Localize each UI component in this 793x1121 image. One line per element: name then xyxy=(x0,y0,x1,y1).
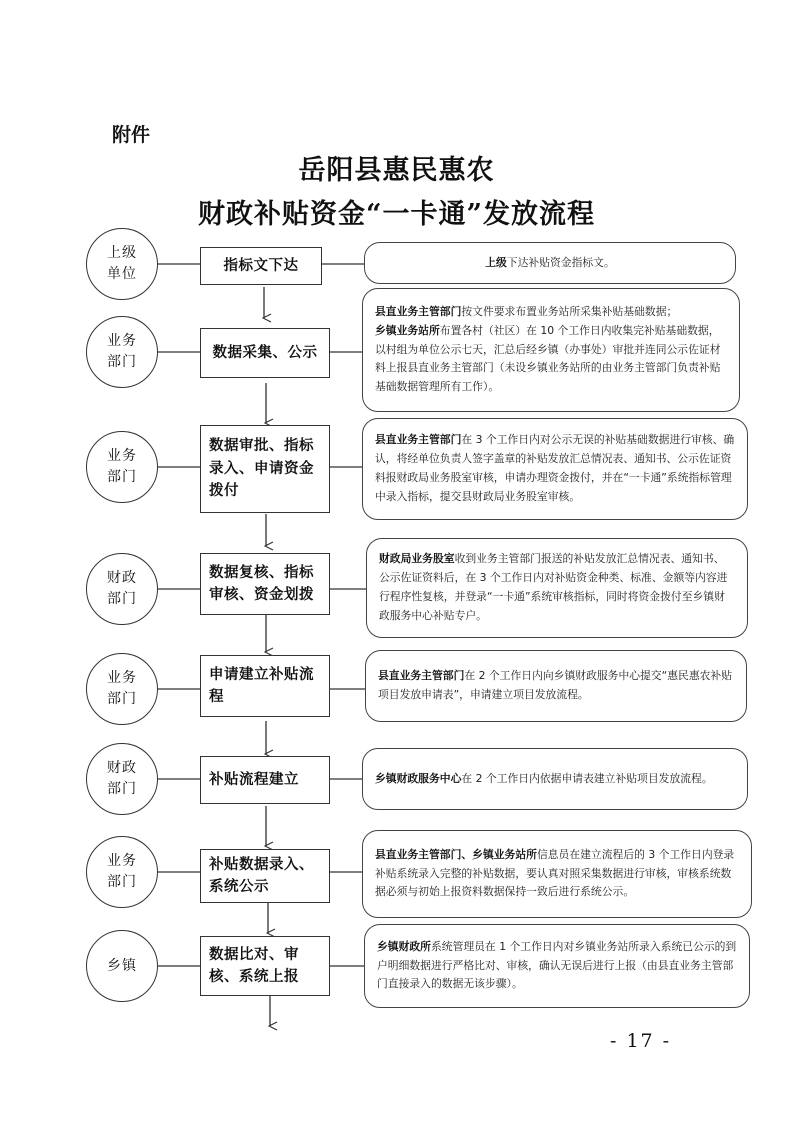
unit-circle-superior: 上级 单位 xyxy=(86,228,158,300)
desc-lead: 乡镇业务站所 xyxy=(375,323,440,337)
desc-lead: 县直业务主管部门 xyxy=(375,433,462,447)
desc-box-data-review xyxy=(366,538,748,638)
desc-text: 按文件要求布置业务站所采集补贴基础数据； xyxy=(461,304,678,318)
desc-lead: 县直业务主管部门 xyxy=(378,669,465,683)
desc-box-data-collection xyxy=(362,288,740,412)
step-box-data-review: 数据复核、指标审核、资金划拨 xyxy=(200,553,330,615)
page-number: - 17 - xyxy=(610,1030,672,1052)
step-box-apply-process: 申请建立补贴流程 xyxy=(200,655,330,717)
desc-lead: 乡镇财政所 xyxy=(377,939,431,953)
unit-circle-finance: 财政 部门 xyxy=(86,743,158,815)
step-box-data-collection: 数据采集、公示 xyxy=(200,328,330,378)
step-box-indicator-issue: 指标文下达 xyxy=(200,247,322,285)
attachment-label: 附件 xyxy=(112,124,151,146)
step-box-data-compare: 数据比对、审核、系统上报 xyxy=(200,936,330,996)
desc-text: 在 3 个工作日内对公示无误的补贴基础数据进行审核、确认，将经单位负责人签字盖章的补贴发放汇总情况表、通知书、公示佐证资料报财政局业务股室审核，申请办理资金拨付，并在“一卡通”系统指标管理中录入指标，提交县财政局业务股室审核。 xyxy=(375,433,735,503)
desc-box-data-approval xyxy=(362,418,748,520)
step-box-data-approval: 数据审批、指标录入、申请资金拨付 xyxy=(200,425,330,513)
desc-lead: 上级 xyxy=(485,255,507,269)
desc-lead: 县直业务主管部门、乡镇业务站所 xyxy=(375,847,537,861)
unit-circle-business: 业务 部门 xyxy=(86,653,158,725)
unit-circle-business: 业务 部门 xyxy=(86,316,158,388)
desc-lead: 乡镇财政服务中心 xyxy=(375,771,462,785)
desc-text: 布置各村（社区）在 10 个工作日内收集完补贴基础数据，以村组为单位公示七天，汇总后经乡镇（办事处）审批并连同公示佐证材料上报县直业务主管部门（未设乡镇业务站所的由业务主管部门负责补贴基础数据管理所有工作）。 xyxy=(375,323,721,394)
unit-circle-business: 业务 部门 xyxy=(86,836,158,908)
desc-box-process-setup xyxy=(362,748,748,810)
desc-box-data-compare xyxy=(364,924,750,1008)
desc-box-data-entry xyxy=(362,830,752,918)
page-title-line1: 岳阳县惠民惠农 xyxy=(298,155,495,186)
page-title-line2: 财政补贴资金“一卡通”发放流程 xyxy=(197,199,596,230)
unit-circle-township: 乡镇 xyxy=(86,930,158,1002)
step-box-data-entry: 补贴数据录入、系统公示 xyxy=(200,849,330,903)
desc-text: 系统管理员在 1 个工作日内对乡镇业务站所录入系统已公示的到户明细数据进行严格比对、审核，确认无误后进行上报（由县直业务主管部门直接录入的数据无该步骤）。 xyxy=(377,939,737,991)
desc-box-apply-process xyxy=(365,650,747,722)
desc-text: 下达补贴资金指标文。 xyxy=(506,255,615,269)
step-box-process-setup: 补贴流程建立 xyxy=(200,756,330,804)
unit-circle-business: 业务 部门 xyxy=(86,431,158,503)
desc-lead: 财政局业务股室 xyxy=(379,552,455,566)
desc-text: 收到业务主管部门报送的补贴发放汇总情况表、通知书、公示佐证资料后，在 3 个工作日内对补贴资金种类、标准、金额等内容进行程序性复核，并登录“一卡通”系统审核指标，同时将资金拨付至乡镇财政服务中心补贴专户。 xyxy=(379,552,728,622)
desc-lead: 县直业务主管部门 xyxy=(375,304,462,318)
desc-box-indicator-issue xyxy=(364,242,736,284)
desc-text: 信息员在建立流程后的 3 个工作日内登录补贴系统录入完整的补贴数据，要认真对照采集数据进行审核，审核系统数据必须与初始上报资料数据保持一致后进行系统公示。 xyxy=(375,847,735,899)
unit-circle-finance: 财政 部门 xyxy=(86,553,158,625)
desc-text: 在 2 个工作日内向乡镇财政服务中心提交“惠民惠农补贴项目发放申请表”，申请建立项目发放流程。 xyxy=(378,669,733,701)
desc-text: 在 2 个工作日内依据申请表建立补贴项目发放流程。 xyxy=(461,771,713,785)
